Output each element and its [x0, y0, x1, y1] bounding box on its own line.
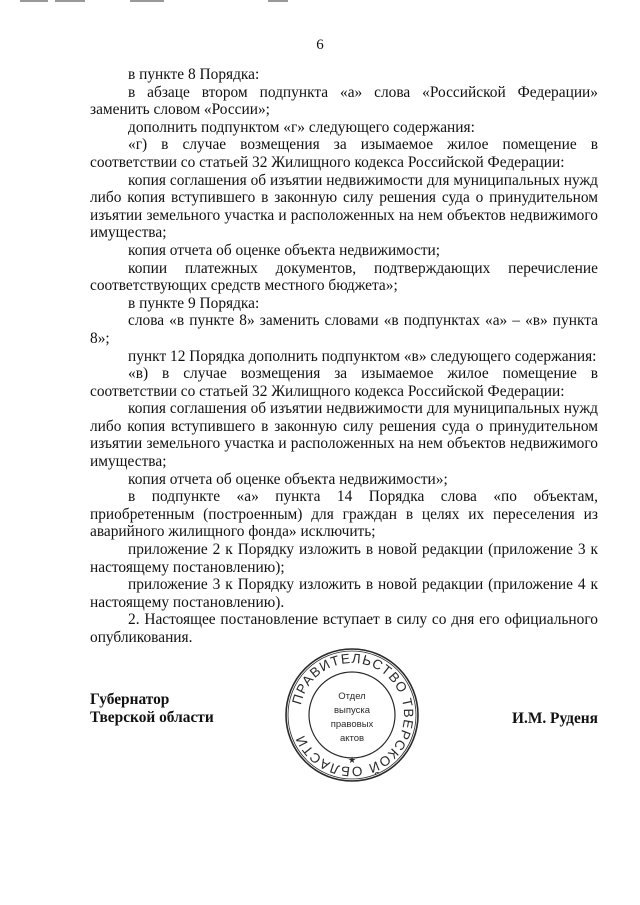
signatory-region: Тверской области — [90, 709, 214, 726]
scan-edge-marks — [0, 0, 640, 6]
paragraph: копии платежных документов, подтверждающих перечисление соответствующих средств местного бюджета»; — [90, 259, 598, 295]
paragraph: копия отчета об оценке объекта недвижимости»; — [128, 470, 448, 488]
paragraph: приложение 2 к Порядку изложить в новой редакции (приложение 3 к настоящему постановлению); — [90, 541, 598, 576]
paragraph: копия отчета об оценке объекта недвижимости; — [128, 241, 441, 259]
paragraph: дополнить подпунктом «г» следующего содержания: — [128, 118, 475, 136]
paragraph: пункт 12 Порядка дополнить подпунктом «в» следующего содержания: — [128, 347, 597, 365]
stamp-center-line: актов — [339, 733, 365, 744]
official-seal-stamp — [282, 645, 422, 785]
stamp-center-line: правовых — [330, 719, 374, 730]
paragraph: копия соглашения об изъятии недвижимости для муниципальных нужд либо копия вступившего в законную силу решения суда о принудительном изъятии земельного участка и расположенных на нем объектов недвижимого имущества; — [90, 171, 598, 242]
paragraph: в подпункте «а» пункта 14 Порядка слова «по объектам, приобретенным (построенным) для граждан в целях их переселения из аварийного жилищного фонда» исключить; — [90, 488, 598, 541]
signatory-name: И.М. Руденя — [512, 710, 598, 727]
svg-text:★: ★ — [347, 755, 357, 765]
paragraph: в пункте 8 Порядка: — [128, 66, 260, 83]
signatory-title — [90, 691, 214, 727]
paragraph: копия соглашения об изъятии недвижимости для муниципальных нужд либо копия вступившего в законную силу решения суда о принудительном изъятии земельного участка и расположенных на нем объектов недвижимого имущества; — [90, 400, 598, 471]
paragraph: приложение 3 к Порядку изложить в новой редакции (приложение 4 к настоящему постановлению). — [90, 576, 598, 611]
paragraph: в пункте 9 Порядка: — [128, 294, 260, 312]
paragraph: «г) в случае возмещения за изымаемое жилое помещение в соответствии со статьей 32 Жилищного кодекса Российской Федерации: — [90, 136, 598, 171]
document-body — [90, 66, 598, 647]
paragraph: «в) в случае возмещения за изымаемое жилое помещение в соответствии со статьей 32 Жилищного кодекса Российской Федерации: — [90, 365, 598, 400]
paragraph: в абзаце втором подпункта «а» слова «Российской Федерации» заменить словом «России»; — [90, 83, 598, 119]
paragraph: слова «в пункте 8» заменить словами «в подпунктах «а» – «в» пункта 8»; — [90, 312, 598, 347]
stamp-center-line: Отдел — [338, 691, 366, 702]
paragraph: 2. Настоящее постановление вступает в силу со дня его официального опубликования. — [90, 611, 598, 646]
signatory-position: Губернатор — [90, 691, 170, 708]
page-number: 6 — [316, 37, 324, 53]
stamp-ring-text: ПРАВИТЕЛЬСТВО ТВЕРСКОЙ ОБЛАСТИ — [289, 650, 417, 780]
stamp-center-line: выпуска — [333, 705, 371, 716]
